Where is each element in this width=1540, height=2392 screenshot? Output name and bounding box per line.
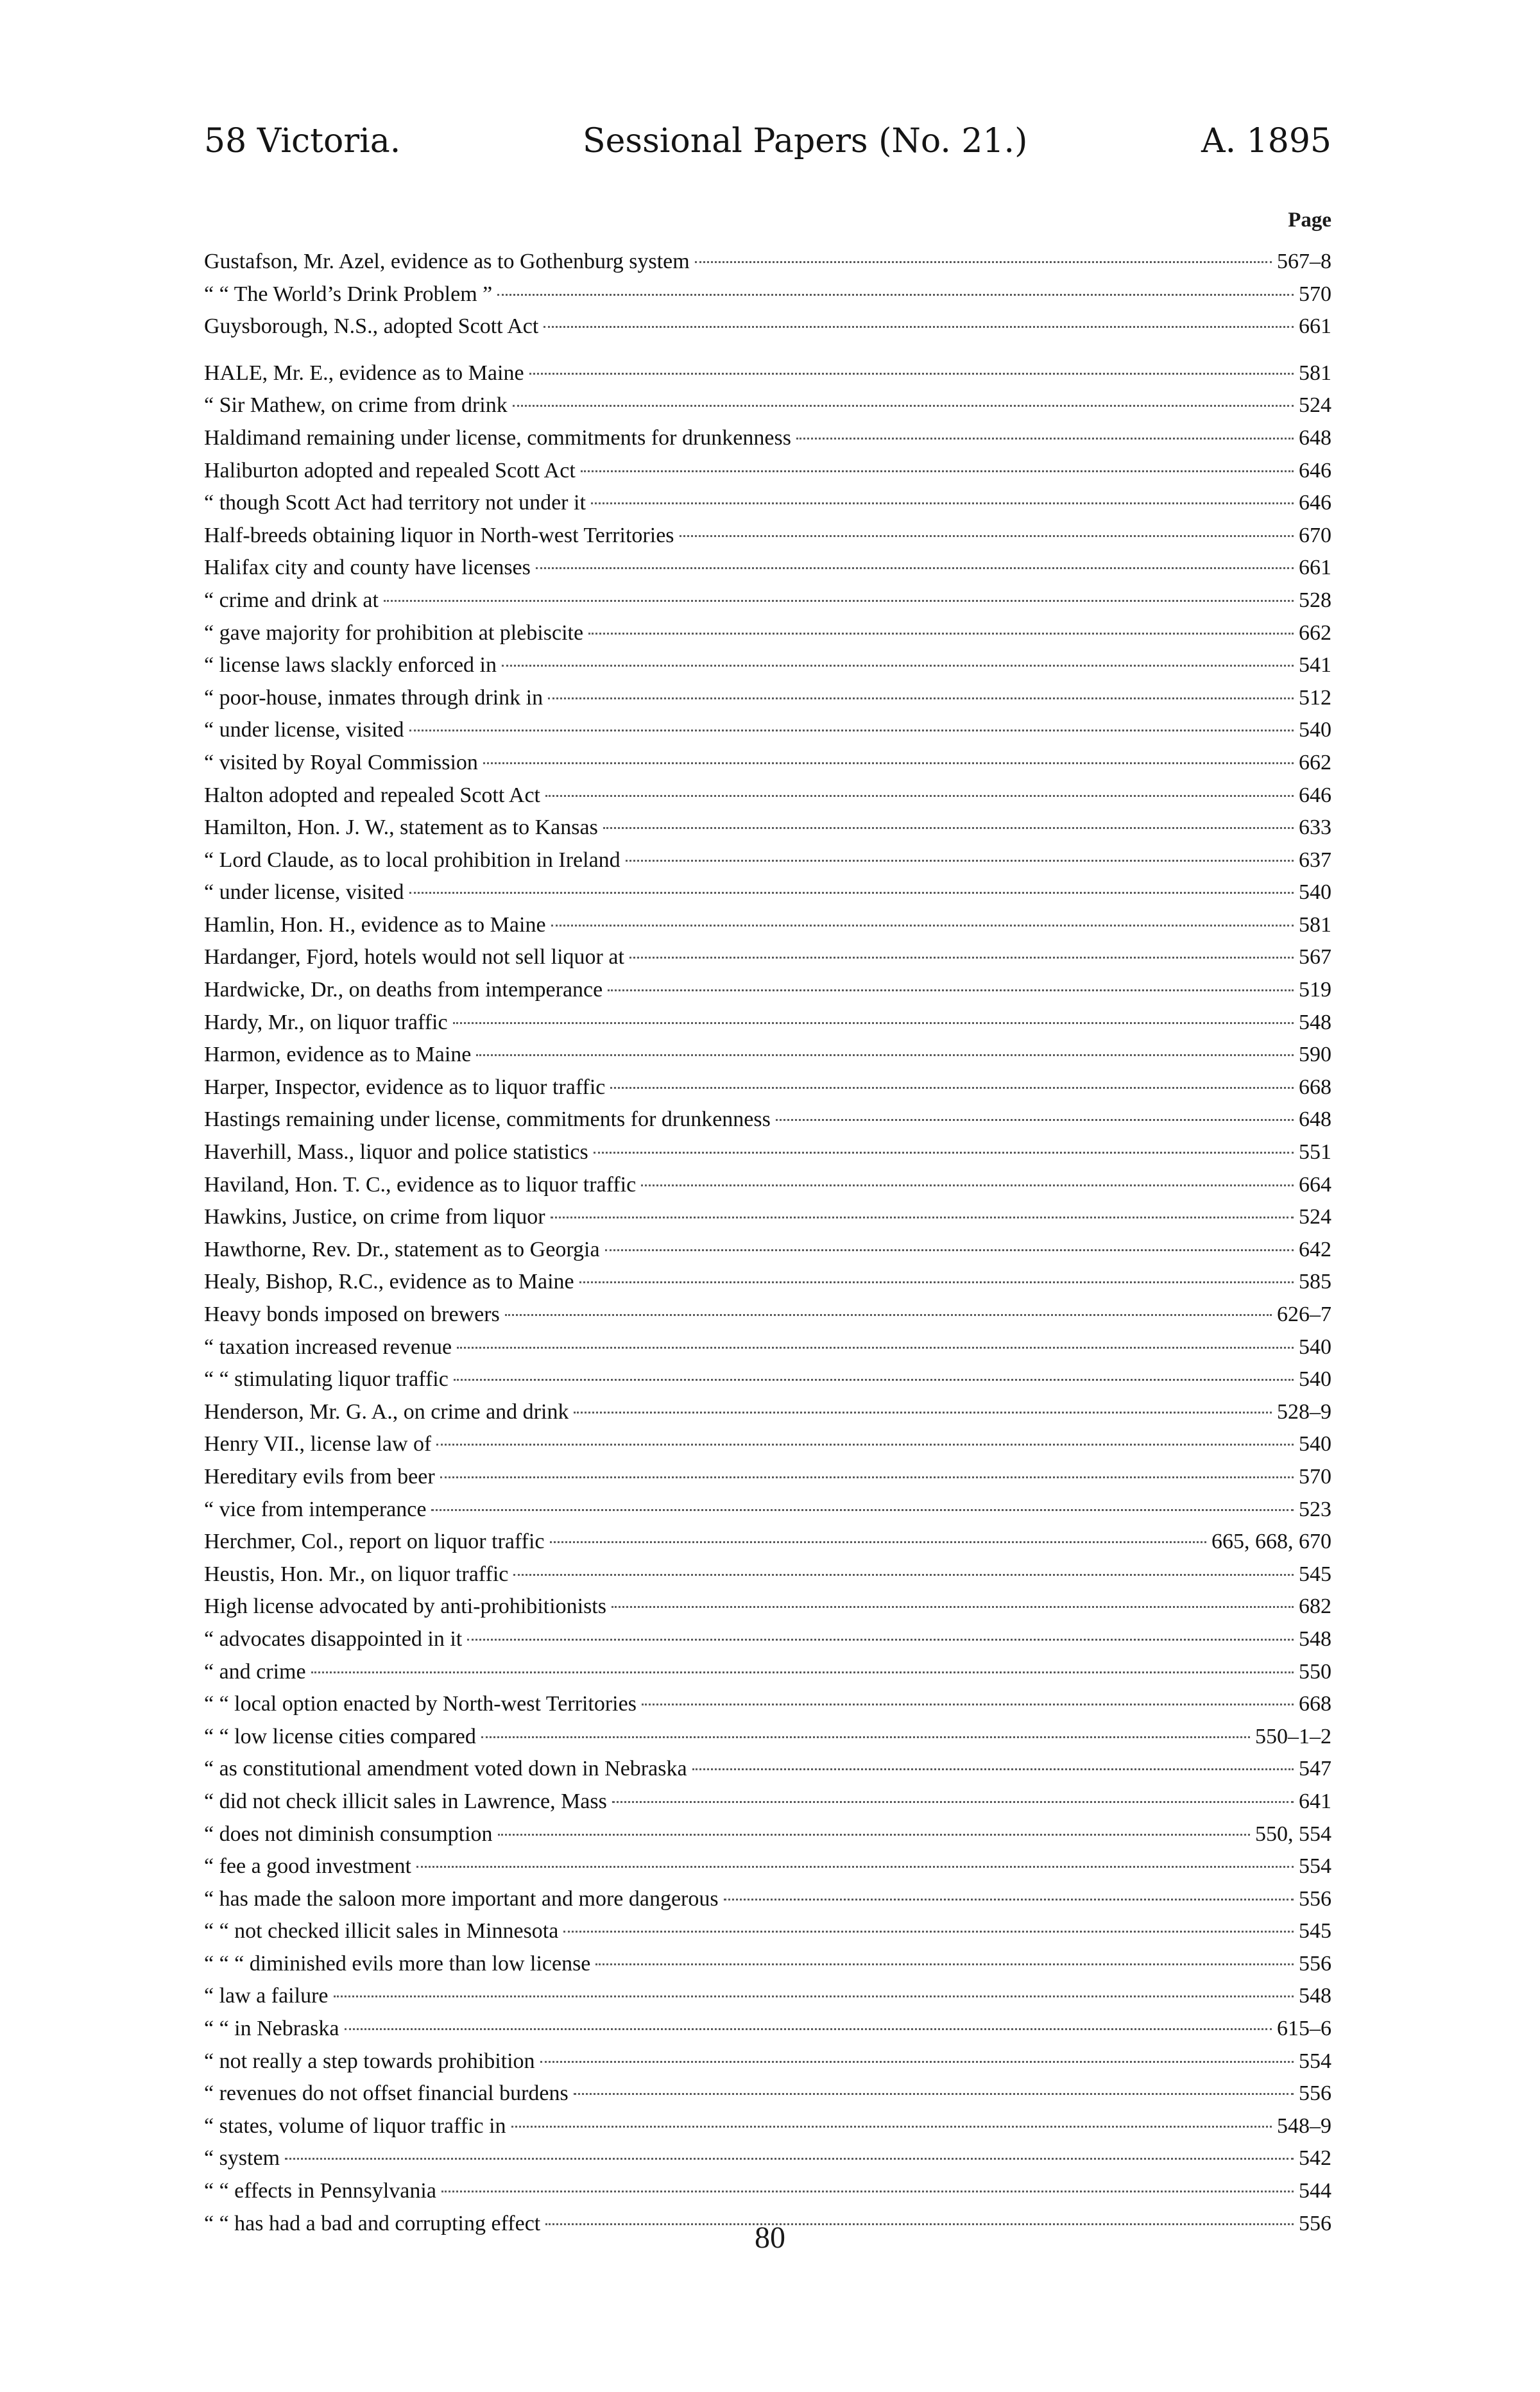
entry-page-ref: 641: [1299, 1789, 1331, 1813]
dot-leader: [505, 1314, 1272, 1316]
dot-leader: [481, 1736, 1250, 1738]
entry-text: “ license laws slackly enforced in: [204, 653, 497, 678]
entry-text: “ gave majority for prohibition at plebiscite: [204, 620, 584, 645]
entry-page-ref: 540: [1299, 1335, 1331, 1359]
dot-leader: [595, 1963, 1294, 1965]
entry-page-ref: 550–1–2: [1255, 1724, 1331, 1748]
dot-leader: [384, 600, 1294, 602]
dot-leader: [483, 762, 1294, 764]
index-entry: [204, 617, 1331, 650]
entry-page-ref: 661: [1299, 556, 1331, 580]
dot-leader: [581, 470, 1294, 472]
entry-page-ref: 670: [1299, 523, 1331, 547]
entry-text: Half-breeds obtaining liquor in North-west Territories: [204, 523, 674, 547]
index-entry: [204, 1980, 1331, 2013]
entry-text: Harmon, evidence as to Maine: [204, 1043, 472, 1067]
entry-text: Harper, Inspector, evidence as to liquor traffic: [204, 1075, 606, 1099]
index-entry: [204, 1363, 1331, 1396]
entry-page-ref: 541: [1299, 653, 1331, 678]
entry-text: Hamilton, Hon. J. W., statement as to Kansas: [204, 816, 598, 840]
index-entry: [204, 974, 1331, 1007]
index-entry: [204, 2078, 1331, 2110]
index-entry: [204, 649, 1331, 682]
entry-text: “ revenues do not offset financial burdens: [204, 2081, 569, 2106]
entry-text: “ system: [204, 2146, 280, 2171]
dot-leader: [540, 2061, 1294, 2063]
dot-leader: [608, 989, 1294, 991]
dot-leader: [642, 1704, 1294, 1705]
entry-page-ref: 528–9: [1277, 1399, 1331, 1424]
dot-leader: [311, 1671, 1294, 1673]
entry-text: “ and crime: [204, 1659, 306, 1684]
entry-page-ref: 548: [1299, 1984, 1331, 2008]
dot-leader: [796, 438, 1294, 440]
entry-page-ref: 528: [1299, 588, 1331, 612]
entry-page-ref: 585: [1299, 1270, 1331, 1294]
entry-text: Hawthorne, Rev. Dr., statement as to Georgia: [204, 1237, 600, 1261]
dot-leader: [498, 1834, 1250, 1836]
entry-text: Hereditary evils from beer: [204, 1464, 435, 1489]
entry-text: Heavy bonds imposed on brewers: [204, 1303, 500, 1326]
index-entry: [204, 278, 1331, 311]
index-entry: [204, 714, 1331, 747]
dot-leader: [563, 1931, 1294, 1933]
entry-page-ref: 550: [1299, 1659, 1331, 1684]
index-entry: [204, 1461, 1331, 1494]
index-entry: [204, 455, 1331, 488]
index-entry: [204, 2013, 1331, 2046]
index-entry: [204, 1396, 1331, 1429]
entry-page-ref: 662: [1299, 620, 1331, 645]
entry-page-ref: 662: [1299, 750, 1331, 774]
entry-page-ref: 556: [1299, 2211, 1331, 2235]
dot-leader: [612, 1801, 1294, 1803]
index-entry: [204, 520, 1331, 552]
entry-page-ref: 545: [1299, 1562, 1331, 1586]
index-entry: [204, 552, 1331, 585]
index-entry: [204, 1266, 1331, 1299]
index-entry: [204, 1007, 1331, 1039]
entry-text: High license advocated by anti-prohibitionists: [204, 1594, 606, 1619]
dot-leader: [285, 2158, 1294, 2160]
entry-text: Hawkins, Justice, on crime from liquor: [204, 1205, 545, 1229]
dot-leader: [409, 730, 1294, 731]
dot-leader: [545, 795, 1294, 797]
dot-leader: [695, 261, 1272, 263]
dot-leader: [513, 1574, 1294, 1576]
index-entry: [204, 780, 1331, 812]
dot-leader: [440, 1476, 1294, 1478]
entry-text: Heustis, Hon. Mr., on liquor traffic: [204, 1562, 509, 1586]
entry-text: “ law a failure: [204, 1984, 329, 2008]
entry-page-ref: 547: [1299, 1757, 1331, 1781]
dot-leader: [579, 1281, 1294, 1283]
index-entry: [204, 357, 1331, 390]
entry-page-ref: 646: [1299, 458, 1331, 483]
dot-leader: [436, 1444, 1294, 1446]
entry-page-ref: 548: [1299, 1010, 1331, 1034]
entry-text: Haverhill, Mass., liquor and police statistics: [204, 1140, 588, 1165]
index-entry: [204, 2175, 1331, 2208]
entry-text: “ visited by Royal Commission: [204, 750, 478, 774]
entry-text: Gustafson, Mr. Azel, evidence as to Gothenburg system: [204, 250, 690, 273]
header-year: A. 1895: [1201, 122, 1331, 160]
index-entry: [204, 1104, 1331, 1136]
index-entry: [204, 1591, 1331, 1623]
entry-page-ref: 567–8: [1277, 250, 1331, 273]
entry-text: Halton adopted and repealed Scott Act: [204, 783, 540, 807]
index-entry: [204, 682, 1331, 715]
index-entry: [204, 1331, 1331, 1364]
running-header: [204, 122, 1331, 173]
entry-page-ref: 550, 554: [1255, 1822, 1331, 1846]
entry-text: “ under license, visited: [204, 880, 404, 905]
entry-page-ref: 524: [1299, 393, 1331, 418]
entry-text: “ has made the saloon more important and more dangerous: [204, 1886, 719, 1911]
entry-text: “ taxation increased revenue: [204, 1335, 452, 1359]
section-gap: [204, 343, 1331, 357]
entry-page-ref: 554: [1299, 2049, 1331, 2073]
entry-text: “ though Scott Act had territory not under it: [204, 491, 586, 515]
index-entry: [204, 941, 1331, 974]
index-entry: [204, 1721, 1331, 1754]
entry-page-ref: 545: [1299, 1919, 1331, 1944]
entry-text: Hardanger, Fjord, hotels would not sell liquor at: [204, 945, 624, 970]
page-column-label: Page: [1288, 209, 1331, 232]
dot-leader: [529, 373, 1294, 375]
entry-page-ref: 615–6: [1277, 2017, 1331, 2041]
dot-leader: [641, 1184, 1294, 1186]
entry-text: “ under license, visited: [204, 718, 404, 742]
dot-leader: [551, 925, 1294, 927]
index-entry: [204, 1915, 1331, 1948]
entry-page-ref: 540: [1299, 1432, 1331, 1457]
entry-text: “ as constitutional amendment voted down in Nebraska: [204, 1757, 687, 1781]
entry-page-ref: 633: [1299, 816, 1331, 840]
entry-page-ref: 668: [1299, 1075, 1331, 1099]
dot-leader: [692, 1768, 1294, 1770]
dot-leader: [724, 1899, 1294, 1901]
index-entry: [204, 2142, 1331, 2175]
index-entry: [204, 1136, 1331, 1169]
entry-page-ref: 648: [1299, 1107, 1331, 1132]
entry-page-ref: 646: [1299, 491, 1331, 515]
index-entry: [204, 1559, 1331, 1591]
entry-page-ref: 542: [1299, 2146, 1331, 2171]
entry-text: “ Sir Mathew, on crime from drink: [204, 393, 508, 418]
dot-leader: [511, 2126, 1272, 2128]
entry-page-ref: 570: [1299, 1464, 1331, 1489]
dot-leader: [550, 1541, 1206, 1543]
dot-leader: [551, 1217, 1294, 1218]
index-entry: [204, 1039, 1331, 1072]
index-entry: [204, 1688, 1331, 1721]
entry-page-ref: 668: [1299, 1692, 1331, 1716]
entry-page-ref: 648: [1299, 425, 1331, 450]
index-entry: [204, 1623, 1331, 1656]
index-entry: [204, 585, 1331, 617]
entry-text: “ “ “ diminished evils more than low license: [204, 1951, 591, 1976]
entry-text: “ “ stimulating liquor traffic: [204, 1367, 449, 1392]
entry-page-ref: 590: [1299, 1043, 1331, 1067]
entry-page-ref: 556: [1299, 2081, 1331, 2106]
entry-page-ref: 519: [1299, 978, 1331, 1002]
entry-page-ref: 548–9: [1277, 2114, 1331, 2138]
entry-text: “ fee a good investment: [204, 1854, 411, 1879]
index-entry: [204, 311, 1331, 343]
entry-text: “ vice from intemperance: [204, 1497, 427, 1521]
entry-page-ref: 567: [1299, 945, 1331, 970]
index-entry: [204, 1786, 1331, 1818]
dot-leader: [776, 1119, 1294, 1121]
entry-text: Haldimand remaining under license, commitments for drunkenness: [204, 425, 791, 450]
entry-text: Hastings remaining under license, commitments for drunkenness: [204, 1107, 771, 1132]
dot-leader: [416, 1866, 1294, 1868]
entry-page-ref: 661: [1299, 314, 1331, 339]
index-entry: [204, 876, 1331, 909]
entry-page-ref: 551: [1299, 1140, 1331, 1165]
entry-text: “ did not check illicit sales in Lawrence, Mass: [204, 1789, 607, 1813]
index-entry: [204, 389, 1331, 422]
entry-text: “ advocates disappointed in it: [204, 1627, 463, 1651]
dot-leader: [543, 326, 1294, 328]
dot-leader: [680, 535, 1294, 537]
index-entry: [204, 1299, 1331, 1331]
entry-text: “ “ local option enacted by North-west Territories: [204, 1692, 637, 1716]
dot-leader: [536, 567, 1294, 569]
entry-text: “ “ has had a bad and corrupting effect: [204, 2211, 541, 2235]
dot-leader: [548, 697, 1294, 699]
index-entry: [204, 1753, 1331, 1786]
dot-leader: [454, 1379, 1294, 1381]
dot-leader: [605, 1249, 1294, 1251]
dot-leader: [574, 2093, 1294, 2095]
index-entries-list: [204, 246, 1331, 2240]
entry-text: “ “ The World’s Drink Problem ”: [204, 282, 493, 306]
index-entry: [204, 2046, 1331, 2078]
entry-text: Haliburton adopted and repealed Scott Act: [204, 458, 576, 483]
entry-page-ref: 664: [1299, 1172, 1331, 1197]
entry-page-ref: 540: [1299, 718, 1331, 742]
entry-text: “ Lord Claude, as to local prohibition in Ireland: [204, 848, 620, 872]
entry-text: Hamlin, Hon. H., evidence as to Maine: [204, 912, 546, 937]
dot-leader: [594, 1152, 1294, 1154]
index-entry: [204, 747, 1331, 780]
index-entry: [204, 487, 1331, 520]
entry-text: “ “ in Nebraska: [204, 2017, 339, 2041]
index-entry: [204, 1818, 1331, 1851]
dot-leader: [467, 1639, 1294, 1641]
dot-leader: [612, 1606, 1294, 1608]
entry-page-ref: 642: [1299, 1237, 1331, 1261]
index-entry: [204, 1169, 1331, 1202]
entry-text: “ poor-house, inmates through drink in: [204, 685, 543, 710]
entry-page-ref: 544: [1299, 2179, 1331, 2203]
entry-text: “ crime and drink at: [204, 588, 379, 612]
entry-text: “ “ effects in Pennsylvania: [204, 2179, 436, 2203]
entry-page-ref: 540: [1299, 1367, 1331, 1392]
dot-leader: [610, 1087, 1294, 1089]
header-series-title: Sessional Papers (No. 21.): [583, 122, 1028, 160]
index-entry: [204, 1656, 1331, 1689]
index-entry: [204, 1072, 1331, 1104]
entry-text: Hardwicke, Dr., on deaths from intemperance: [204, 978, 603, 1002]
entry-text: “ states, volume of liquor traffic in: [204, 2114, 506, 2138]
dot-leader: [574, 1412, 1272, 1414]
entry-text: Henry VII., license law of: [204, 1432, 432, 1457]
entry-page-ref: 540: [1299, 880, 1331, 905]
dot-leader: [497, 294, 1294, 296]
index-entry: [204, 246, 1331, 278]
index-entry: [204, 1526, 1331, 1559]
entry-text: “ “ not checked illicit sales in Minnesota: [204, 1919, 559, 1944]
entry-page-ref: 523: [1299, 1497, 1331, 1521]
entry-page-ref: 637: [1299, 848, 1331, 872]
entry-page-ref: 581: [1299, 912, 1331, 937]
entry-text: Herchmer, Col., report on liquor traffic: [204, 1530, 545, 1554]
entry-text: HALE, Mr. E., evidence as to Maine: [204, 361, 524, 385]
index-entry: [204, 1883, 1331, 1916]
dot-leader: [441, 2191, 1294, 2192]
dot-leader: [588, 633, 1294, 635]
index-entry: [204, 1201, 1331, 1234]
index-entry: [204, 1850, 1331, 1883]
entry-page-ref: 581: [1299, 361, 1331, 385]
index-entry: [204, 844, 1331, 877]
entry-page-ref: 556: [1299, 1886, 1331, 1911]
entry-text: Healy, Bishop, R.C., evidence as to Maine: [204, 1270, 574, 1294]
dot-leader: [626, 860, 1294, 862]
entry-page-ref: 548: [1299, 1627, 1331, 1651]
index-entry: [204, 812, 1331, 844]
entry-text: Hardy, Mr., on liquor traffic: [204, 1010, 448, 1034]
entry-text: “ does not diminish consumption: [204, 1822, 493, 1846]
entry-text: “ “ low license cities compared: [204, 1724, 476, 1748]
index-entry: [204, 422, 1331, 455]
entry-text: Halifax city and county have licenses: [204, 556, 531, 580]
entry-page-ref: 524: [1299, 1205, 1331, 1229]
entry-page-ref: 682: [1299, 1594, 1331, 1619]
index-entry: [204, 1428, 1331, 1461]
entry-page-ref: 570: [1299, 282, 1331, 306]
entry-page-ref: 626–7: [1277, 1303, 1331, 1326]
entry-text: Haviland, Hon. T. C., evidence as to liquor traffic: [204, 1172, 637, 1197]
dot-leader: [591, 502, 1294, 504]
dot-leader: [334, 1995, 1294, 1997]
dot-leader: [476, 1054, 1294, 1056]
dot-leader: [457, 1347, 1294, 1349]
dot-leader: [513, 405, 1294, 407]
index-entry: [204, 1948, 1331, 1981]
entry-text: “ not really a step towards prohibition: [204, 2049, 535, 2073]
dot-leader: [409, 892, 1294, 894]
dot-leader: [453, 1022, 1294, 1024]
dot-leader: [629, 957, 1294, 959]
index-entry: [204, 1494, 1331, 1526]
entry-text: Henderson, Mr. G. A., on crime and drink: [204, 1399, 569, 1424]
page-number: 80: [755, 2221, 785, 2255]
header-regnal-year: 58 Victoria.: [204, 122, 401, 160]
dot-leader: [502, 665, 1294, 667]
dot-leader: [603, 827, 1294, 829]
entry-page-ref: 556: [1299, 1951, 1331, 1976]
entry-page-ref: 554: [1299, 1854, 1331, 1879]
entry-page-ref: 512: [1299, 685, 1331, 710]
entry-text: Guysborough, N.S., adopted Scott Act: [204, 314, 539, 339]
dot-leader: [431, 1509, 1294, 1511]
entry-page-ref: 646: [1299, 783, 1331, 807]
dot-leader: [345, 2028, 1272, 2030]
index-entry: [204, 2110, 1331, 2143]
entry-page-ref: 665, 668, 670: [1211, 1530, 1331, 1554]
index-entry: [204, 909, 1331, 942]
index-entry: [204, 1234, 1331, 1267]
